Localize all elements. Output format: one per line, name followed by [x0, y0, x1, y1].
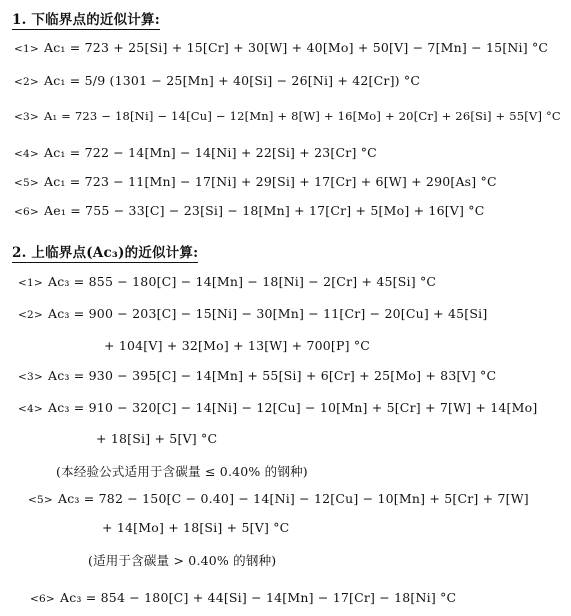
formula-1-5 [14, 174, 497, 189]
formula-1-1 [14, 40, 548, 55]
formula-number: <2> [14, 76, 39, 88]
formula-2-6 [30, 590, 456, 605]
formula-text: Ac₁ = 723 + 25[Si] + 15[Cr] + 30[W] + 40[Mo] + 50[V] − 7[Mn] − 15[Ni] °C [44, 40, 549, 55]
formula-number: <6> [14, 206, 39, 218]
formula-number: <6> [30, 593, 55, 605]
formula-1-4 [14, 145, 377, 160]
section-2-title [12, 241, 198, 263]
formula-2-2 [18, 306, 487, 321]
formula-number: <4> [14, 148, 39, 160]
formula-number: <4> [18, 403, 43, 415]
formula-text: Ac₃ = 930 − 395[C] − 14[Mn] + 55[Si] + 6[Cr] + 25[Mo] + 83[V] °C [48, 368, 497, 383]
formula-text: + 18[Si] + 5[V] °C [96, 431, 218, 446]
formula-text: Ac₁ = 5/9 (1301 − 25[Mn] + 40[Si] − 26[Ni] + 42[Cr]) °C [44, 73, 421, 88]
formula-number: <2> [18, 309, 43, 321]
formula-text: + 104[V] + 32[Mo] + 13[W] + 700[P] °C [104, 338, 371, 353]
formula-number: <5> [14, 177, 39, 189]
formula-text: Ac₃ = 900 − 203[C] − 15[Ni] − 30[Mn] − 11[Cr] − 20[Cu] + 45[Si] [48, 306, 488, 321]
formula-1-3 [14, 109, 561, 123]
formula-number: <1> [18, 277, 43, 289]
section-2-title-text: 2. 上临界点(Ac₃)的近似计算: [12, 241, 198, 263]
formula-text: + 14[Mo] + 18[Si] + 5[V] °C [102, 520, 290, 535]
formula-2-3 [18, 368, 496, 383]
formula-text: Ac₃ = 782 − 150[C − 0.40] − 14[Ni] − 12[Cu] − 10[Mn] + 5[Cr] + 7[W] [58, 491, 529, 506]
formula-text: Ac₃ = 910 − 320[C] − 14[Ni] − 12[Cu] − 10[Mn] + 5[Cr] + 7[W] + 14[Mo] [48, 400, 538, 415]
formula-number: <5> [28, 494, 53, 506]
formula-number: <3> [18, 371, 43, 383]
formula-text: Ae₁ = 755 − 33[C] − 23[Si] − 18[Mn] + 17[Cr] + 5[Mo] + 16[V] °C [44, 203, 485, 218]
formula-1-2 [14, 73, 420, 88]
section-1-title-text: 1. 下临界点的近似计算: [12, 8, 160, 30]
applicability-note-2 [88, 551, 276, 569]
formula-text: A₁ = 723 − 18[Ni] − 14[Cu] − 12[Mn] + 8[W] + 16[Mo] + 20[Cr] + 26[Si] + 55[V] °C [44, 109, 561, 123]
formula-text: Ac₃ = 855 − 180[C] − 14[Mn] − 18[Ni] − 2[Cr] + 45[Si] °C [48, 274, 437, 289]
applicability-note-1 [56, 462, 308, 480]
formula-2-2-continuation [104, 338, 370, 353]
note-text: (适用于含碳量 > 0.40% 的钢种) [88, 553, 277, 568]
formula-text: Ac₃ = 854 − 180[C] + 44[Si] − 14[Mn] − 17[Cr] − 18[Ni] °C [60, 590, 457, 605]
formula-text: Ac₁ = 722 − 14[Mn] − 14[Ni] + 22[Si] + 23[Cr] °C [44, 145, 377, 160]
formula-2-4 [18, 400, 537, 415]
formula-number: <3> [14, 111, 39, 123]
formula-2-1 [18, 274, 436, 289]
section-1-title [12, 8, 160, 30]
formula-2-4-continuation [96, 431, 217, 446]
formula-1-6 [14, 203, 485, 218]
formula-text: Ac₁ = 723 − 11[Mn] − 17[Ni] + 29[Si] + 17[Cr] + 6[W] + 290[As] °C [44, 174, 497, 189]
formula-2-5-continuation [102, 520, 289, 535]
formula-2-5 [28, 491, 529, 506]
formula-number: <1> [14, 43, 39, 55]
note-text: (本经验公式适用于含碳量 ≤ 0.40% 的钢种) [56, 464, 308, 479]
